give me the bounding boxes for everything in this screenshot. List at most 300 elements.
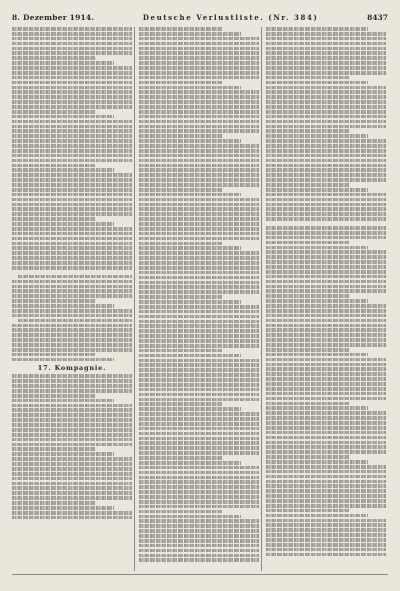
text-line (266, 37, 386, 41)
text-line (266, 226, 386, 230)
text-line (266, 436, 386, 440)
text-line (12, 482, 132, 486)
header-title (143, 13, 318, 22)
text-line (266, 294, 350, 298)
text-line (266, 81, 368, 85)
text-line (266, 100, 386, 104)
text-line (139, 349, 223, 353)
text-line (12, 120, 132, 124)
text-line (12, 289, 132, 293)
text-line (266, 207, 386, 211)
text-line (12, 110, 96, 114)
text-line (266, 265, 386, 269)
text-line (266, 241, 350, 245)
text-line (139, 95, 259, 99)
text-line (139, 37, 259, 41)
header-date: 8. Dezember 1914. (12, 12, 95, 22)
text-line (139, 402, 223, 406)
text-line (139, 105, 259, 109)
text-line (139, 251, 259, 255)
text-line (12, 266, 132, 270)
text-line (12, 328, 132, 332)
text-line (12, 51, 132, 55)
text-line (12, 428, 132, 432)
text-line (12, 144, 132, 148)
text-line (12, 294, 132, 298)
text-line (12, 66, 132, 70)
text-line (139, 310, 259, 314)
text-line (139, 125, 259, 129)
text-line (12, 304, 114, 308)
text-line (12, 212, 132, 216)
text-line (139, 227, 259, 231)
text-line (139, 432, 259, 436)
text-line (266, 533, 386, 537)
text-line (139, 266, 259, 270)
text-line (12, 164, 96, 168)
text-line (266, 338, 386, 342)
text-line (266, 280, 386, 284)
text-line (139, 529, 259, 533)
text-line (12, 447, 96, 451)
text-line (266, 27, 368, 31)
text-line (139, 461, 241, 465)
text-line (266, 42, 386, 46)
text-line (139, 412, 259, 416)
text-line (139, 188, 223, 192)
text-line (266, 353, 368, 357)
text-line (266, 56, 386, 60)
text-line (12, 314, 132, 318)
text-line (266, 299, 368, 303)
text-line (139, 441, 259, 445)
text-line (12, 309, 132, 313)
text-line (12, 42, 132, 46)
text-line (139, 212, 259, 216)
text-line (12, 56, 96, 60)
text-line (266, 105, 386, 109)
text-line (12, 353, 96, 357)
footer-rule (12, 574, 388, 575)
text-line (12, 280, 132, 284)
text-line (139, 271, 259, 275)
text-line (139, 178, 259, 182)
text-line (139, 81, 223, 85)
text-line (12, 251, 132, 255)
text-line (139, 120, 259, 124)
text-line (12, 168, 114, 172)
text-line (266, 32, 386, 36)
text-line (12, 374, 132, 378)
text-line (139, 368, 259, 372)
text-line (12, 338, 132, 342)
text-line (139, 300, 241, 304)
text-line (266, 289, 386, 293)
text-line (266, 324, 386, 328)
text-line (266, 431, 386, 435)
text-line (12, 237, 132, 241)
text-line (12, 183, 132, 187)
text-line (139, 237, 259, 241)
text-line (139, 305, 259, 309)
text-line (12, 154, 132, 158)
text-line (12, 232, 132, 236)
text-line (266, 168, 386, 172)
text-line (266, 363, 386, 367)
text-line (18, 319, 132, 323)
text-line (12, 159, 132, 163)
text-line (12, 227, 132, 231)
text-line (12, 207, 132, 211)
text-line (266, 509, 350, 513)
text-line (139, 168, 259, 172)
text-line (12, 178, 132, 182)
text-line (139, 173, 259, 177)
text-line (139, 471, 259, 475)
text-line (139, 193, 241, 197)
text-line (266, 445, 386, 449)
text-line (266, 250, 386, 254)
text-line (266, 275, 386, 279)
text-line (12, 139, 132, 143)
text-line (139, 354, 241, 358)
text-line (12, 486, 132, 490)
text-line (266, 203, 386, 207)
text-line (139, 495, 259, 499)
section-heading: 17. Kompagnie. (37, 364, 107, 373)
text-line (12, 443, 132, 447)
text-line (266, 115, 386, 119)
text-line (266, 548, 386, 552)
text-line (266, 504, 386, 508)
text-line (266, 343, 386, 347)
text-line (266, 164, 386, 168)
text-line (139, 554, 259, 558)
text-line (139, 427, 259, 431)
text-line (266, 402, 350, 406)
text-line (139, 505, 259, 509)
text-line (12, 384, 132, 388)
text-line (12, 105, 132, 109)
text-line (12, 37, 132, 41)
text-line (266, 475, 386, 479)
text-line (139, 524, 259, 528)
text-line (139, 393, 259, 397)
text-line (266, 460, 368, 464)
text-line (266, 173, 386, 177)
text-line (12, 423, 132, 427)
text-line (139, 476, 259, 480)
text-line (139, 315, 259, 319)
text-line (266, 47, 386, 51)
text-line (139, 437, 259, 441)
text-line (12, 222, 114, 226)
text-line (139, 519, 259, 523)
text-line (266, 231, 386, 235)
text-line (12, 95, 132, 99)
text-line (266, 358, 386, 362)
text-line (139, 134, 223, 138)
text-line (139, 344, 259, 348)
text-line (12, 496, 132, 500)
text-line (266, 523, 386, 527)
text-line (12, 76, 132, 80)
text-line (266, 333, 386, 337)
text-line (12, 129, 132, 133)
text-line (139, 515, 241, 519)
text-line (266, 416, 386, 420)
text-line (139, 417, 259, 421)
text-line (266, 543, 386, 547)
text-line (139, 27, 223, 31)
text-line (12, 261, 132, 265)
text-line (266, 372, 386, 376)
text-line (139, 154, 259, 158)
text-line (266, 183, 350, 187)
text-columns (12, 27, 388, 571)
text-line (266, 255, 386, 259)
text-line (266, 348, 350, 352)
text-line (139, 203, 259, 207)
text-line (266, 377, 386, 381)
text-line (266, 309, 386, 313)
text-line (266, 159, 386, 163)
text-line (139, 71, 259, 75)
text-line (139, 388, 259, 392)
text-line (139, 451, 259, 455)
text-line (139, 232, 259, 236)
text-line (12, 343, 132, 347)
text-line (139, 378, 259, 382)
text-line (12, 246, 132, 250)
text-line (139, 534, 259, 538)
text-line (139, 56, 259, 60)
text-line (12, 32, 132, 36)
text-line (266, 455, 350, 459)
text-line (139, 422, 259, 426)
text-line (12, 217, 96, 221)
text-line (139, 183, 259, 187)
text-line (12, 472, 132, 476)
text-line (139, 324, 259, 328)
text-line (12, 418, 132, 422)
text-line (266, 61, 386, 65)
text-line (12, 299, 96, 303)
text-line (266, 314, 386, 318)
text-line (266, 392, 386, 396)
text-line (139, 66, 259, 70)
text-line (266, 285, 386, 289)
text-line (12, 413, 132, 417)
text-line (266, 319, 386, 323)
text-line (266, 260, 386, 264)
text-line (139, 61, 259, 65)
text-line (139, 207, 259, 211)
text-line (12, 501, 96, 505)
text-line (12, 348, 132, 352)
text-line (139, 144, 259, 148)
text-line (266, 489, 386, 493)
text-line (266, 426, 386, 430)
text-line (139, 198, 259, 202)
text-line (12, 193, 132, 197)
text-line (12, 242, 132, 246)
text-line (266, 450, 386, 454)
text-line (139, 246, 241, 250)
text-line (266, 139, 386, 143)
text-line (139, 222, 259, 226)
text-line (266, 217, 386, 221)
text-line (266, 382, 386, 386)
text-line (139, 42, 259, 46)
text-line (12, 86, 132, 90)
text-line (266, 465, 386, 469)
text-line (139, 446, 259, 450)
text-line (266, 484, 386, 488)
text-line (266, 95, 386, 99)
text-line (12, 90, 132, 94)
text-line (266, 304, 386, 308)
text-line (266, 144, 386, 148)
column-left (12, 27, 135, 571)
text-line (12, 285, 132, 289)
text-line (12, 324, 132, 328)
text-line (139, 276, 259, 280)
text-line (139, 359, 259, 363)
text-line (139, 281, 259, 285)
text-line (139, 217, 259, 221)
text-line (139, 485, 259, 489)
text-line (139, 480, 259, 484)
text-line (12, 100, 132, 104)
text-line (139, 383, 259, 387)
text-line (139, 159, 259, 163)
text-line (266, 480, 386, 484)
text-line (12, 173, 132, 177)
text-line (266, 129, 350, 133)
text-line (139, 320, 259, 324)
text-line (12, 433, 132, 437)
text-line (266, 120, 386, 124)
text-line (139, 339, 259, 343)
text-line (12, 203, 132, 207)
text-line (139, 90, 259, 94)
column-right (266, 27, 388, 571)
text-line (139, 295, 223, 299)
text-line (139, 407, 241, 411)
text-line (266, 134, 368, 138)
text-line (266, 125, 386, 129)
text-line (12, 27, 132, 31)
text-line (266, 246, 368, 250)
text-line (12, 516, 132, 520)
text-line (139, 500, 259, 504)
text-line (12, 47, 132, 51)
text-line (266, 387, 386, 391)
text-line (12, 511, 132, 515)
text-line (266, 193, 386, 197)
text-line (12, 71, 132, 75)
publication-title: Deutsche Verlustliste. (142, 12, 265, 22)
text-line (139, 129, 259, 133)
text-line (266, 76, 350, 80)
text-line (12, 452, 114, 456)
text-line (139, 32, 241, 36)
text-line (12, 256, 132, 260)
text-line (139, 149, 259, 153)
text-line (266, 499, 386, 503)
text-line (12, 408, 132, 412)
text-line (266, 178, 386, 182)
text-line (266, 406, 368, 410)
text-line (12, 457, 132, 461)
text-line (266, 421, 386, 425)
text-line (12, 467, 132, 471)
text-line (139, 76, 259, 80)
text-line (266, 110, 386, 114)
text-line (266, 553, 386, 557)
text-line (12, 125, 132, 129)
text-line (12, 462, 132, 466)
text-line (12, 379, 132, 383)
text-line (266, 66, 386, 70)
page-number: 8437 (367, 12, 388, 22)
text-line (139, 47, 259, 51)
text-line (139, 329, 259, 333)
text-line (12, 115, 114, 119)
text-line (266, 86, 386, 90)
text-line (139, 398, 259, 402)
text-line (266, 519, 386, 523)
text-line (266, 270, 386, 274)
text-line (12, 188, 132, 192)
text-line (139, 290, 259, 294)
text-line (12, 61, 114, 65)
text-line (139, 373, 259, 377)
column-middle (139, 27, 262, 571)
text-line (266, 397, 386, 401)
page-header (12, 10, 388, 24)
text-line (139, 164, 259, 168)
text-line (12, 477, 132, 481)
text-line (12, 399, 114, 403)
text-line (266, 198, 386, 202)
text-line (12, 358, 114, 362)
text-line (12, 333, 132, 337)
text-line (139, 256, 259, 260)
text-line (266, 411, 386, 415)
text-line (139, 466, 259, 470)
text-line (139, 549, 259, 553)
text-line (266, 528, 386, 532)
text-line (139, 334, 259, 338)
text-line (139, 285, 259, 289)
text-line (12, 438, 132, 442)
text-line (139, 261, 259, 265)
text-line (12, 389, 132, 393)
text-line (12, 81, 132, 85)
text-line (139, 490, 259, 494)
text-line (139, 456, 223, 460)
text-line (139, 539, 259, 543)
text-line (12, 198, 132, 202)
text-line (12, 134, 132, 138)
text-line (139, 363, 259, 367)
text-line (266, 328, 386, 332)
text-line (139, 544, 259, 548)
text-line (266, 90, 386, 94)
text-line (266, 470, 386, 474)
